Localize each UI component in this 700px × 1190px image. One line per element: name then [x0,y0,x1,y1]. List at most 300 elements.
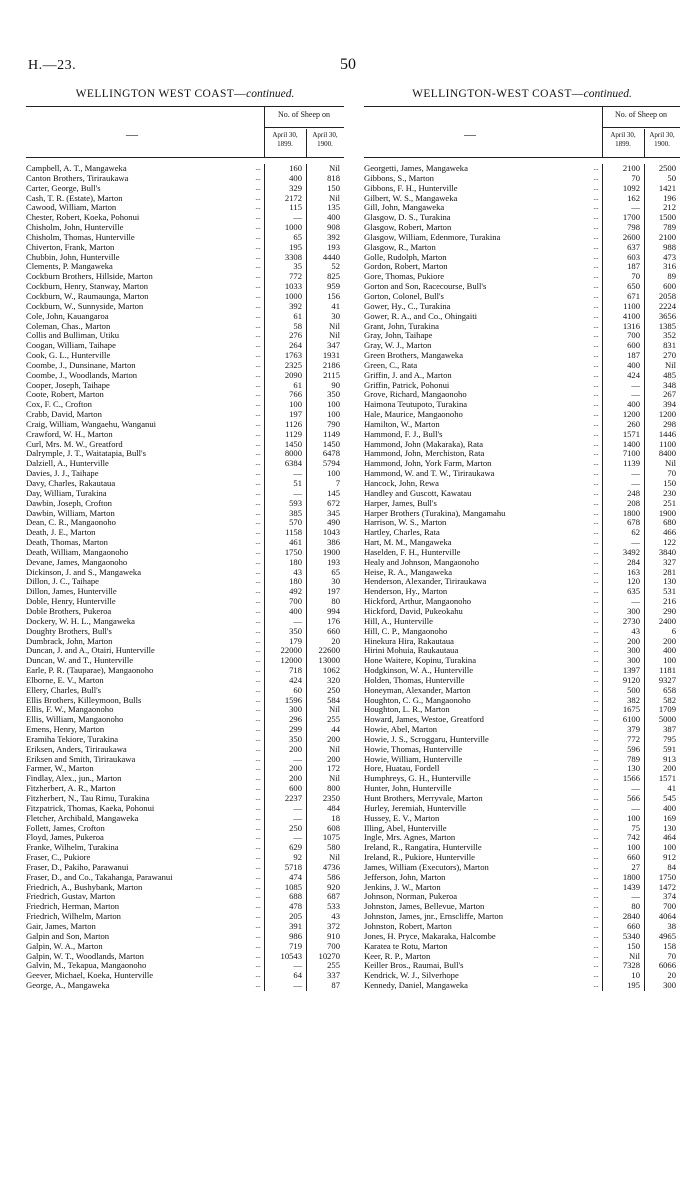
sheep-1899: 500 [627,684,640,695]
owner-name: Hammond, F. J., Bull's [364,429,443,439]
table-row: Farmer, W., Marton ... 200 172 [26,763,340,774]
right-title-continued: continued. [583,88,632,100]
sheep-1899: 1000 [284,290,302,301]
owner-name: Doble, Henry, Hunterville [26,597,116,607]
sheep-1899: 115 [289,202,302,213]
owner-name: Dawbin, Joseph, Crofton [26,498,112,508]
owner-name: Cole, John, Kauangaroa [26,311,109,321]
sheep-1899: — [293,487,302,498]
sheep-1900: 912 [663,852,676,863]
owner-name: Fitzherbert, A. R., Marton [26,784,116,794]
table-row: Dean, C. R., Mangaonoho ... 570 490 [26,517,340,528]
table-row: Friedrich, Herman, Marton ... 478 533 [26,901,340,912]
sheep-1900: 700 [327,940,340,951]
owner-name: Jenkins, J. W., Marton [364,882,441,892]
sheep-1899: 260 [627,418,640,429]
owner-name: Henderson, Alexander, Tiriraukawa [364,577,487,587]
sheep-1899: 300 [627,605,640,616]
sheep-1900: 41 [331,300,340,311]
table-row: Coogan, William, Taihape ... 264 347 [26,340,340,351]
owner-name: Kendrick, W. J., Silverhope [364,971,459,981]
table-row: Cox, F. C., Crofton ... 100 100 [26,399,340,410]
table-row: Grant, John, Turakina ... 1316 1385 [364,320,676,331]
table-row: Collis and Bulliman, Utiku ... 276 Nil [26,330,340,341]
table-row: Glasgow, R., Marton ... 637 988 [364,241,676,252]
owner-name: Houghton, C. G., Mangaonoho [364,695,471,705]
sheep-1899: 678 [627,517,640,528]
sheep-1900: 90 [331,379,340,390]
table-row: Glasgow, Robert, Marton ... 798 789 [364,222,676,233]
sheep-1899: 60 [293,684,302,695]
sheep-1899: 160 [289,163,302,173]
sheep-1899: 789 [627,753,640,764]
owner-name: Harper Brothers (Turakina), Mangamahu [364,508,506,518]
sheep-1900: 908 [327,222,340,233]
table-row: Hale, Maurice, Mangaonoho ... 1200 1200 [364,409,676,420]
table-row: Dalrymple, J. T., Waitatapia, Bull's ... 8000 6478 [26,448,340,459]
owner-name: Fletcher, Archibald, Mangaweka [26,813,139,823]
sheep-1900: 687 [327,891,340,902]
owner-name: Hammond, W. and T. W., Tiriraukawa [364,469,495,479]
table-row: Harper, James, Bull's ... 208 251 [364,497,676,508]
sheep-1899: 2090 [284,369,302,380]
sheep-1899: 80 [631,901,640,912]
sheep-1899: 1000 [284,222,302,233]
table-row: Glasgow, D. S., Turakina ... 1700 1500 [364,212,676,223]
sheep-1899: — [293,615,302,626]
owner-name: Follett, James, Crofton [26,823,105,833]
sheep-1900: 1500 [658,212,676,223]
owner-name: Dillon, James, Hunterville [26,587,117,597]
owner-name: Griffin, Patrick, Pohonui [364,380,450,390]
sheep-1899: 2237 [284,793,302,803]
sheep-1900: Nil [329,192,340,203]
table-row: Floyd, James, Pukeroa ... — 1075 [26,832,340,843]
table-row: Dillon, J. C., Taihape ... 180 30 [26,576,340,587]
sheep-1900: 20 [331,635,340,646]
sheep-1900: 320 [327,674,340,685]
sheep-1900: 18 [331,812,340,823]
owner-name: Hodgkinson, W. A., Hunterville [364,666,474,676]
table-row: Glasgow, William, Edenmore, Turakina ... 2600 2100 [364,231,676,242]
sheep-1899: — [631,468,640,479]
owner-name: Ellis, William, Mangaonoho [26,715,124,725]
sheep-1899: 1566 [622,773,640,784]
table-row: Death, J. E., Marton ... 1158 1043 [26,527,340,538]
owner-name: Dillon, J. C., Taihape [26,577,99,587]
sheep-1899: 7100 [622,448,640,459]
sheep-1899: 120 [627,576,640,587]
owner-name: Geever, Michael, Koeka, Hunterville [26,971,154,981]
owner-name: Ellis Brothers, Killeymoon, Bulls [26,695,142,705]
sheep-1900: 1385 [658,320,676,331]
sheep-1899: 162 [627,192,640,203]
sheep-1899: 1596 [284,694,302,705]
sheep-1900: 216 [663,596,676,607]
sheep-1900: 100 [663,655,676,666]
table-row: Crawford, W. H., Marton ... 1129 1149 [26,428,340,439]
sheep-1900: 212 [663,202,676,213]
owner-name: Coleman, Chas., Marton [26,321,111,331]
owner-name: Hone Waitere, Kopinu, Turakina [364,656,477,666]
owner-name: Eriksen and Smith, Tiriraukawa [26,754,136,764]
sheep-1900: 44 [331,724,340,735]
sheep-1899: 100 [627,842,640,853]
sheep-1899: — [293,753,302,764]
sheep-1899: — [631,379,640,390]
table-row: Chisholm, Thomas, Hunterville ... 65 392 [26,231,340,242]
sheep-1899: — [293,832,302,843]
sheep-1900: Nil [329,743,340,754]
table-row: Fraser, C., Pukiore ... 92 Nil [26,852,340,863]
sheep-1900: 52 [331,261,340,272]
owner-name: Howie, Abel, Marton [364,725,438,735]
owner-name: Griffin, J. and A., Marton [364,370,452,380]
owner-name: Grove, Richard, Mangaonoho [364,390,467,400]
table-row: Hunt Brothers, Merryvale, Marton ... 566 545 [364,793,676,803]
table-row: Karatea te Rotu, Marton ... 150 158 [364,940,676,951]
sheep-1899: 300 [627,655,640,666]
owner-name: Handley and Guscott, Kawatau [364,488,472,498]
owner-name: Glasgow, D. S., Turakina [364,213,451,223]
sheep-1899: 1700 [622,212,640,223]
sheep-1899: 58 [293,320,302,331]
table-row: Johnston, Robert, Marton ... 660 38 [364,920,676,931]
table-row: Duncan, J. and A., Otairi, Hunterville ... 22000 22600 [26,645,340,656]
table-row: Curl, Mrs. M. W., Greatford ... 1450 1450 [26,438,340,449]
table-row: Eriksen and Smith, Tiriraukawa ... — 200 [26,753,340,764]
owner-name: Galvin, M., Tekapua, Mangaonoho [26,961,147,971]
owner-name: Cockburn, W., Raumaunga, Marton [26,291,149,301]
owner-name: Cockburn, W., Sunnyside, Marton [26,301,144,311]
owner-name: Haselden, F. H., Hunterville [364,547,461,557]
sheep-1899: 22000 [280,645,302,656]
sheep-1900: 122 [663,537,676,548]
sheep-1899: 660 [627,852,640,863]
sheep-1899: 742 [627,832,640,843]
sheep-1899: 600 [627,340,640,351]
owner-name: Friedrich, Gustav, Marton [26,892,116,902]
sheep-1900: 196 [663,192,676,203]
table-row: Hone Waitere, Kopinu, Turakina ... 300 100 [364,655,676,666]
sheep-1900: 394 [663,399,676,410]
sheep-1900: 2500 [658,163,676,173]
owner-name: Glasgow, Robert, Marton [364,223,452,233]
table-row: Hartley, Charles, Rata ... 62 466 [364,527,676,538]
owner-name: Cockburn, Henry, Stanway, Marton [26,282,149,292]
sheep-1899: 5340 [622,930,640,941]
sheep-1900: 4736 [322,861,340,872]
owner-name: Davies, J. J., Taihape [26,469,99,479]
table-row: Gair, James, Marton ... 391 372 [26,920,340,931]
sheep-1900: 2115 [323,369,340,380]
sheep-1900: 1200 [658,409,676,420]
table-row: Dumbrack, John, Marton ... 179 20 [26,635,340,646]
sheep-1900: 660 [327,625,340,636]
owner-name: Fitzherbert, N., Tau Rimu, Turakina [26,794,150,803]
sheep-1900: 1043 [322,527,340,538]
table-row: Ireland, R., Rangatira, Hunterville ... 100 100 [364,842,676,853]
owner-name: Healy and Johnson, Mangaonoho [364,557,480,567]
sheep-1899: 179 [289,635,302,646]
owner-name: Keiller Bros., Raumai, Bull's [364,961,464,971]
table-row: Jones, H. Pryce, Makaraka, Halcombe ... 5340 4965 [364,930,676,941]
table-row: Emens, Henry, Marton ... 299 44 [26,724,340,735]
sheep-1900: 600 [663,281,676,292]
sheep-1900: 84 [667,861,676,872]
table-row: Griffin, Patrick, Pohonui ... — 348 [364,379,676,390]
sheep-1900: 1472 [658,881,676,892]
table-row: Ingle, Mrs. Agnes, Marton ... 742 464 [364,832,676,843]
owner-name: Floyd, James, Pukeroa [26,833,104,843]
owner-name: Death, J. E., Marton [26,528,96,538]
sheep-1899: — [293,212,302,223]
sheep-1899: — [631,802,640,813]
sheep-1899: 6100 [622,714,640,725]
right-year1-header: April 30, 1899. [610,131,636,148]
sheep-1900: 400 [663,802,676,813]
sheep-1900: 994 [327,605,340,616]
table-row: Jefferson, John, Marton ... 1800 1750 [364,871,676,882]
sheep-1900: 345 [327,507,340,518]
sheep-1900: 789 [663,222,676,233]
sheep-1899: 4100 [622,310,640,321]
sheep-1899: 70 [631,172,640,183]
sheep-1899: 379 [627,724,640,735]
sheep-1899: — [293,468,302,479]
sheep-1900: Nil [329,163,340,173]
owner-name: Coombe, J., Dunsinane, Marton [26,360,136,370]
right-table-body [364,164,680,991]
sheep-1900: 1421 [658,182,676,193]
sheep-1899: 264 [289,340,302,351]
owner-name: Jones, H. Pryce, Makaraka, Halcombe [364,931,496,941]
owner-name: Harrison, W. S., Marton [364,518,447,528]
table-row: Clements, P. Mangaweka ... 35 52 [26,261,340,272]
sheep-1899: 400 [627,399,640,410]
table-row: Gibbons, S., Marton ... 70 50 [364,172,676,183]
sheep-1900: 913 [663,753,676,764]
sheep-1899: 150 [627,940,640,951]
sheep-1900: 348 [663,379,676,390]
sheep-1899: 1800 [622,507,640,518]
page-reference: H.—23. [28,58,77,73]
table-row: Green, C., Rata ... 400 Nil [364,359,676,370]
owner-name: Holden, Thomas, Hunterville [364,675,465,685]
sheep-1899: — [631,478,640,488]
sheep-1900: Nil [665,458,676,469]
owner-name: Curl, Mrs. M. W., Greatford [26,439,123,449]
sheep-1900: 1075 [322,832,340,843]
sheep-1899: 474 [289,871,302,882]
sheep-1899: — [293,980,302,991]
sheep-1899: 195 [627,980,640,991]
owner-name: Farmer, W., Marton [26,764,94,774]
left-table-body [26,164,344,991]
sheep-1900: 80 [331,596,340,607]
table-row: Haselden, F. H., Hunterville ... 3492 3840 [364,546,676,557]
sheep-1899: 772 [289,271,302,282]
table-row: Howie, William, Hunterville ... 789 913 [364,753,676,764]
table-row: Hickford, Arthur, Mangaonoho ... — 216 [364,596,676,607]
sheep-1899: — [631,537,640,548]
sheep-1900: 327 [663,556,676,567]
table-row: Fitzherbert, A. R., Marton ... 600 800 [26,783,340,794]
owner-name: Chisholm, Thomas, Hunterville [26,232,135,242]
sheep-1900: 1450 [322,438,340,449]
table-row: Ellis, F. W., Mangaonoho ... 300 Nil [26,704,340,715]
sheep-1900: 3656 [658,310,676,321]
sheep-1900: 586 [327,871,340,882]
table-row: Jenkins, J. W., Marton ... 1439 1472 [364,881,676,892]
sheep-1900: 2400 [658,615,676,626]
sheep-1899: 187 [627,350,640,361]
owner-name: Friedrich, A., Bushybank, Marton [26,882,143,892]
sheep-1900: 290 [663,605,676,616]
owner-name: Chester, Robert, Koeka, Pohonui [26,213,140,223]
sheep-1899: 299 [289,724,302,735]
sheep-1900: 2224 [658,300,676,311]
sheep-1899: 62 [631,527,640,538]
sheep-1900: 2058 [658,290,676,301]
sheep-1900: 672 [327,497,340,508]
table-row: Cockburn, W., Sunnyside, Marton ... 392 41 [26,300,340,311]
owner-name: Johnson, Norman, Pukeroa [364,892,458,902]
owner-name: Johnston, James, Bellevue, Marton [364,902,485,912]
table-row: Gore, Thomas, Pukiore ... 70 89 [364,271,676,282]
table-row: Fraser, D., and Co., Takahanga, Parawanui ... 474 586 [26,871,340,882]
owner-name: Green Brothers, Mangaweka [364,351,464,361]
sheep-1899: 1100 [623,300,640,311]
sheep-1899: 163 [627,566,640,577]
owner-name: Dawbin, William, Marton [26,508,115,518]
table-row: Day, William, Turakina ... — 145 [26,487,340,498]
sheep-1899: 250 [289,822,302,833]
sheep-1900: 910 [327,930,340,941]
sheep-1900: 169 [663,812,676,823]
owner-name: Fraser, C., Pukiore [26,853,91,863]
sheep-1900: 5000 [658,714,676,725]
sheep-1899: 92 [293,852,302,863]
sheep-1900: 316 [663,261,676,272]
owner-name: Glasgow, William, Edenmore, Turakina [364,232,501,242]
owner-name: Gilbert, W. S., Mangaweka [364,193,458,203]
sheep-1900: 350 [327,389,340,400]
sheep-1899: 1139 [623,458,640,469]
left-year2-header: April 30, 1900. [312,131,338,148]
sheep-1899: 671 [627,290,640,301]
sheep-1899: 10543 [280,950,302,961]
sheep-1900: 87 [331,980,340,991]
owner-name: Cook, G. L., Hunterville [26,351,111,361]
sheep-1899: — [293,960,302,971]
sheep-1900: 200 [327,753,340,764]
sheep-1899: 296 [289,714,302,725]
sheep-1900: 825 [327,271,340,282]
sheep-1899: 650 [627,281,640,292]
table-row: Haimona Teutupoto, Turakina ... 400 394 [364,399,676,410]
table-row: Cole, John, Kauangaroa ... 61 30 [26,310,340,321]
sheep-1900: 145 [327,487,340,498]
sheep-1899: 284 [627,556,640,567]
sheep-1899: 3492 [622,546,640,557]
sheep-1900: 9327 [658,674,676,685]
right-column-title [364,88,680,106]
table-row: Canton Brothers, Tiriraukawa ... 400 818 [26,172,340,183]
table-row: Coombe, J., Dunsinane, Marton ... 2325 2186 [26,359,340,370]
owner-name: Howard, James, Westoe, Greatford [364,715,484,725]
sheep-1900: 200 [663,635,676,646]
sheep-1900: 4064 [658,911,676,922]
owner-name: Cox, F. C., Crofton [26,400,92,410]
sheep-1899: 248 [627,487,640,498]
sheep-1899: 70 [631,271,640,282]
sheep-1900: 352 [663,330,676,341]
sheep-1899: 2730 [622,615,640,626]
owner-name: Coombe, J., Woodlands, Marton [26,370,138,380]
owner-name: Dalziell, A., Hunterville [26,459,109,469]
owner-name: Gibbons, F. H., Hunterville [364,183,458,193]
table-row: Fletcher, Archibald, Mangaweka ... — 18 [26,812,340,823]
sheep-1899: 1092 [622,182,640,193]
owner-name: Howie, William, Hunterville [364,754,463,764]
owner-name: Hinekura Hira, Rakautaua [364,636,454,646]
sheep-1900: 464 [663,832,676,843]
table-row: Ellis Brothers, Killeymoon, Bulls ... 1596 584 [26,694,340,705]
owner-name: Death, William, Mangaonoho [26,547,129,557]
table-row: Howie, J. S., Scroggaru, Hunterville ... 772 795 [364,733,676,744]
owner-name: Duncan, W. and T., Hunterville [26,656,134,666]
sheep-1900: 298 [663,418,676,429]
owner-name: Howie, Thomas, Hunterville [364,744,463,754]
table-row: Gill, John, Mangaweka ... — 212 [364,202,676,213]
owner-name: Ellis, F. W., Mangaonoho [26,705,114,715]
sheep-1899: 400 [627,359,640,370]
owner-name: Gower, Hy., C., Turakina [364,301,451,311]
sheep-1899: 100 [627,812,640,823]
table-row: Gorton, Colonel, Bull's ... 671 2058 [364,290,676,301]
table-row: Friedrich, Wilhelm, Marton ... 205 43 [26,911,340,922]
table-row: Johnston, James, Bellevue, Marton ... 80 700 [364,901,676,912]
owner-name: Ireland, R., Rangatira, Hunterville [364,843,482,853]
sheep-1899: 2100 [622,163,640,173]
sheep-1900: 484 [327,802,340,813]
sheep-1900: 545 [663,793,676,803]
table-row: Davies, J. J., Taihape ... — 100 [26,468,340,479]
sheep-1899: 1033 [284,281,302,292]
table-row: Johnston, James, jnr., Ernscliffe, Marton ... 2840 4064 [364,911,676,922]
sheep-1899: 180 [289,556,302,567]
sheep-1900: 3840 [658,546,676,557]
sheep-1899: 566 [627,793,640,803]
sheep-1900: 100 [663,842,676,853]
sheep-1899: 1126 [285,418,302,429]
sheep-1899: 1450 [284,438,302,449]
sheep-1900: 89 [667,271,676,282]
owner-name: Campbell, A. T., Mangaweka [26,164,127,173]
owner-name: Dockery, W. H. L., Mangaweka [26,616,135,626]
sheep-1900: 4440 [322,251,340,262]
sheep-1900: 1900 [658,507,676,518]
table-row: Howie, Thomas, Hunterville ... 596 591 [364,743,676,754]
sheep-1899: 75 [631,822,640,833]
owner-name: Hart, M. M., Mangaweka [364,538,452,548]
sheep-1899: 2840 [622,911,640,922]
owner-name: Kennedy, Daniel, Mangaweka [364,981,468,991]
owner-name: Gore, Thomas, Pukiore [364,272,445,282]
table-row: George, A., Mangaweka ... — 87 [26,980,340,991]
sheep-1900: 485 [663,369,676,380]
